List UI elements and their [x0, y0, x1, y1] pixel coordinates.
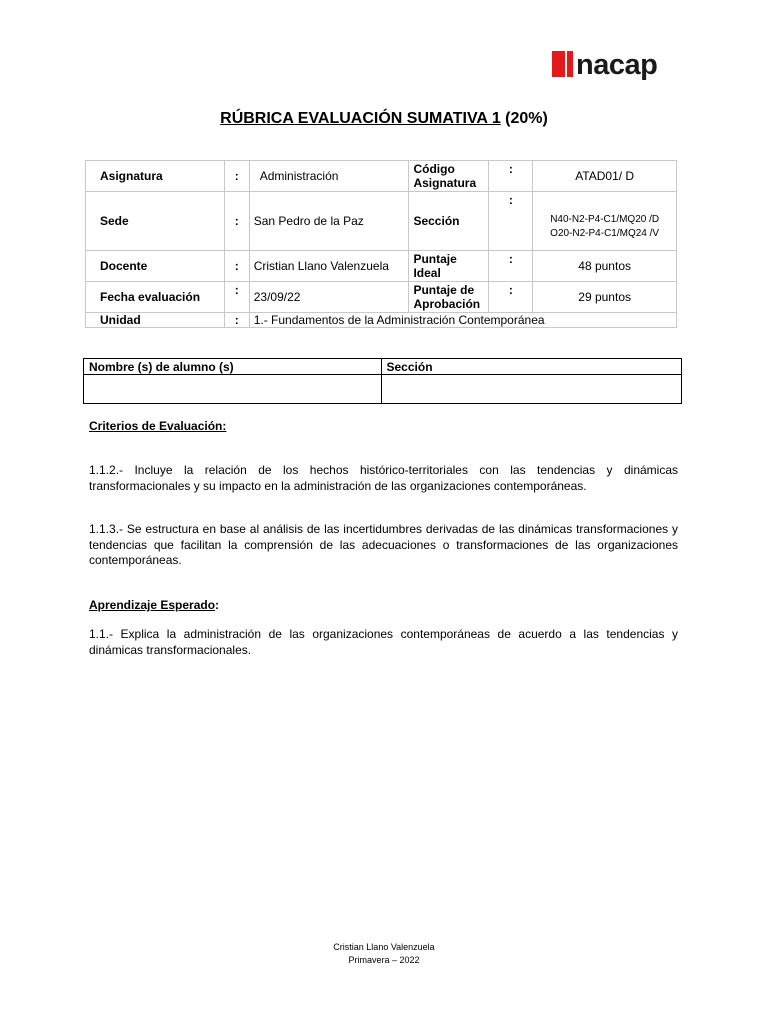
- student-table: [83, 358, 682, 404]
- puntaje-aprobacion-label: Puntaje de Aprobación: [409, 282, 489, 313]
- sede-label: Sede: [86, 192, 225, 251]
- aprendizaje-heading-text: Aprendizaje Esperado: [89, 598, 216, 612]
- codigo-value: ATAD01/ D: [533, 161, 677, 192]
- colon: :: [224, 192, 249, 251]
- seccion-value-line-2: O20-N2-P4-C1/MQ24 /V: [550, 228, 660, 239]
- title-suffix: (20%): [500, 110, 548, 127]
- docente-value: Cristian Llano Valenzuela: [249, 251, 409, 282]
- unidad-value: 1.- Fundamentos de la Administración Contemporánea: [249, 313, 676, 328]
- colon: :: [489, 161, 533, 192]
- fecha-label: Fecha evaluación: [86, 282, 225, 313]
- title-main: RÚBRICA EVALUACIÓN SUMATIVA 1: [220, 110, 501, 127]
- colon: :: [224, 161, 249, 192]
- sede-value: San Pedro de la Paz: [249, 192, 409, 251]
- footer: [0, 941, 768, 967]
- inacap-logo-text: nacap: [576, 49, 658, 81]
- inacap-logo-mark: [552, 51, 574, 77]
- colon: :: [489, 192, 533, 251]
- fecha-value: 23/09/22: [249, 282, 409, 313]
- colon: :: [489, 251, 533, 282]
- puntaje-ideal-label: Puntaje Ideal: [409, 251, 489, 282]
- student-name-header: Nombre (s) de alumno (s): [84, 359, 382, 375]
- docente-label: Docente: [86, 251, 225, 282]
- colon: :: [224, 282, 249, 313]
- unidad-label: Unidad: [86, 313, 225, 328]
- criterios-heading-text: Criterios de Evaluación:: [89, 419, 227, 433]
- puntaje-aprobacion-value: 29 puntos: [533, 282, 677, 313]
- seccion-value: [533, 192, 677, 251]
- page-title: [0, 110, 768, 128]
- aprendizaje-heading: [89, 598, 219, 612]
- student-name-cell[interactable]: [84, 375, 382, 404]
- criterio-1-1-2: 1.1.2.- Incluye la relación de los hechos histórico-territoriales con las tendencias y dinámicas transformacionales y su impacto en la administración de las organizaciones contemporáneas.: [89, 463, 678, 493]
- asignatura-value: Administración: [249, 161, 409, 192]
- seccion-value-line-1: N40-N2-P4-C1/MQ20 /D: [550, 214, 660, 225]
- puntaje-ideal-value: 48 puntos: [533, 251, 677, 282]
- codigo-label: Código Asignatura: [409, 161, 489, 192]
- student-section-cell[interactable]: [381, 375, 682, 404]
- colon: :: [489, 282, 533, 313]
- student-section-header: Sección: [381, 359, 682, 375]
- aprendizaje-heading-colon: :: [215, 598, 220, 612]
- colon: :: [224, 313, 249, 328]
- footer-author: Cristian Llano Valenzuela: [333, 942, 435, 952]
- seccion-label: Sección: [409, 192, 489, 251]
- criterio-1-1-3: 1.1.3.- Se estructura en base al análisis de las incertidumbres derivadas de las dinámicas transformaciones y tendencias que facilitan la comprensión de las adecuaciones o transformaciones de las organizaciones contemporáneas.: [89, 522, 678, 567]
- criterios-heading: [89, 419, 226, 433]
- colon: :: [224, 251, 249, 282]
- course-info-table: [85, 160, 677, 328]
- aprendizaje-1-1: 1.1.- Explica la administración de las organizaciones contemporáneas de acuerdo a las tendencias y dinámicas transformacionales.: [89, 627, 678, 657]
- inacap-logo: [552, 50, 657, 84]
- footer-term: Primavera – 2022: [348, 955, 420, 965]
- asignatura-label: Asignatura: [86, 161, 225, 192]
